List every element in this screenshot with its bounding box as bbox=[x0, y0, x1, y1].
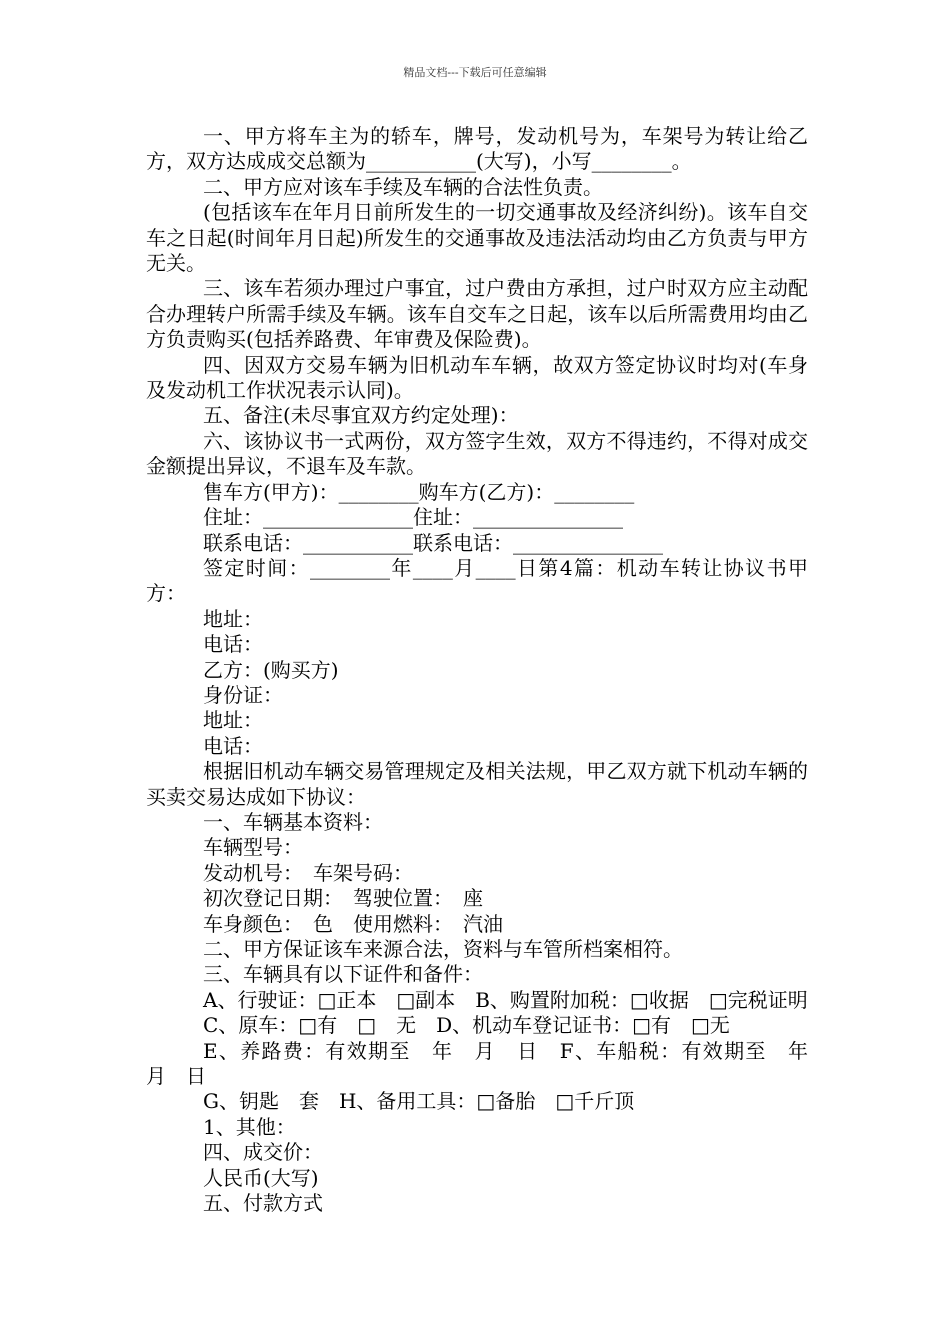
price-rmb: 人民币(大写) bbox=[203, 1165, 319, 1190]
party-b-phone: 电话： bbox=[203, 733, 263, 758]
clause-2-note: (包括该车在年月日前所发生的一切交通事故及经济纠纷)。该车自交车之日起(时间年月日起)所发生的交通事故及违法活动均由乙方负责与甲方无关。 bbox=[146, 200, 808, 276]
document-body bbox=[146, 124, 828, 1216]
item-c-d: C、原车：□有 □ 无 D、机动车登记证书：□有 □无 bbox=[203, 1013, 730, 1038]
clause-1: 一、甲方将车主为的轿车，牌号，发动机号为，车架号为转让给乙方，双方达成成交总额为___________(大写)，小写________。 bbox=[146, 124, 808, 174]
engine-frame-number: 发动机号： 车架号码： bbox=[203, 860, 413, 885]
section-source-guarantee: 二、甲方保证该车来源合法，资料与车管所档案相符。 bbox=[203, 937, 683, 961]
clause-5: 五、备注(未尽事宜双方约定处理)： bbox=[203, 403, 519, 428]
party-b-address: 地址： bbox=[203, 708, 263, 733]
phone-line: 联系电话：___________联系电话：_______________ bbox=[203, 530, 663, 555]
section-payment: 五、付款方式 bbox=[203, 1191, 323, 1216]
party-b-label: 乙方：(购买方) bbox=[203, 657, 339, 682]
clause-3: 三、该车若须办理过户事宜，过户费由方承担，过户时双方应主动配合办理转户所需手续及车辆。该车自交车之日起，该车以后所需费用均由乙方负责购买(包括养路费、年审费及保险费)。 bbox=[146, 276, 808, 352]
signature-parties-line: 售车方(甲方)：________购车方(乙方)：________ bbox=[203, 479, 635, 504]
party-a-address: 地址： bbox=[203, 606, 263, 631]
clause-4: 四、因双方交易车辆为旧机动车车辆，故双方签定协议时均对(车身及发动机工作状况表示认同)。 bbox=[146, 352, 808, 403]
item-other: 1、其他： bbox=[203, 1114, 296, 1139]
page-header: 精品文档---下载后可任意编辑 bbox=[403, 66, 547, 79]
section-documents: 三、车辆具有以下证件和备件： bbox=[203, 962, 483, 987]
agreement-preamble: 根据旧机动车辆交易管理规定及相关法规，甲乙双方就下机动车辆的买卖交易达成如下协议： bbox=[146, 759, 808, 809]
clause-6: 六、该协议书一式两份，双方签字生效，双方不得违约，不得对成交金额提出异议，不退车及车款。 bbox=[146, 428, 808, 479]
item-e-f: E、养路费：有效期至 年 月 日 F、车船税：有效期至 年 月 日 bbox=[146, 1038, 828, 1089]
party-a-phone: 电话： bbox=[203, 632, 263, 657]
section-price: 四、成交价： bbox=[203, 1140, 323, 1165]
clause-2: 二、甲方应对该车手续及车辆的合法性负责。 bbox=[203, 174, 603, 199]
item-g-h: G、钥匙 套 H、备用工具：□备胎 □千斤顶 bbox=[203, 1089, 635, 1114]
vehicle-model: 车辆型号： bbox=[203, 835, 303, 860]
party-b-id: 身份证： bbox=[203, 682, 283, 707]
address-line: 住址：_______________住址：_______________ bbox=[203, 505, 623, 530]
item-a-b: A、行驶证：□正本 □副本 B、购置附加税：□收据 □完税证明 bbox=[203, 987, 808, 1012]
registration-date: 初次登记日期： 驾驶位置： 座 bbox=[203, 886, 483, 911]
body-color-fuel: 车身颜色： 色 使用燃料： 汽油 bbox=[203, 911, 503, 936]
signing-date-line: 签定时间：________年____月____日第4篇：机动车转让协议书甲方： bbox=[146, 555, 808, 606]
section-vehicle-info: 一、车辆基本资料： bbox=[203, 809, 383, 834]
